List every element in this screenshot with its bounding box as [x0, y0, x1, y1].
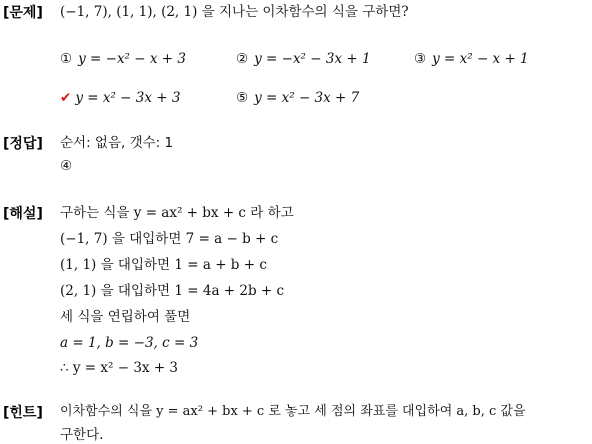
problem-label: [문제]	[3, 5, 43, 21]
hint-label: [힌트]	[3, 405, 43, 421]
question-text: (−1, 7), (1, 1), (2, 1) 을 지나는 이차함수의 식을 구하면?	[60, 4, 409, 20]
choice-4[interactable]	[60, 89, 180, 107]
solution-label: [해설]	[3, 206, 43, 222]
choice-5[interactable]	[236, 89, 359, 107]
solution-line-1: 구하는 식을 y = ax² + bx + c 라 하고	[60, 205, 294, 221]
solution-line-4: (2, 1) 을 대입하면 1 = 4a + 2b + c	[60, 283, 285, 299]
solution-line-7: ∴ y = x² − 3x + 3	[60, 360, 179, 376]
solution-line-6: a = 1, b = −3, c = 3	[60, 335, 199, 351]
choice-2[interactable]	[236, 50, 371, 68]
check-mark-icon: ✔	[60, 90, 72, 106]
choice-1-expr: y = −x² − x + 3	[78, 51, 186, 67]
choice-2-number: ②	[236, 51, 249, 67]
choice-1-number: ①	[60, 51, 73, 67]
answer-meta: 순서: 없음, 갯수: 1	[60, 135, 174, 151]
solution-line-2: (−1, 7) 을 대입하면 7 = a − b + c	[60, 231, 279, 247]
choice-3[interactable]	[414, 50, 529, 68]
answer-label: [정답]	[3, 136, 43, 152]
choice-5-number: ⑤	[236, 90, 249, 106]
hint-line-2: 구한다.	[60, 427, 104, 443]
choice-3-number: ③	[414, 51, 427, 67]
choice-2-expr: y = −x² − 3x + 1	[254, 51, 371, 67]
solution-line-5: 세 식을 연립하여 풀면	[60, 309, 191, 325]
choice-3-expr: y = x² − x + 1	[432, 51, 529, 67]
hint-line-1: 이차함수의 식을 y = ax² + bx + c 로 놓고 세 점의 좌표를 대입하여 a, b, c 값을	[60, 404, 526, 419]
choice-4-expr: y = x² − 3x + 3	[75, 90, 181, 106]
choice-1[interactable]	[60, 50, 186, 68]
solution-line-3: (1, 1) 을 대입하면 1 = a + b + c	[60, 257, 267, 273]
answer-value: ④	[60, 158, 73, 174]
choice-5-expr: y = x² − 3x + 7	[254, 90, 360, 106]
